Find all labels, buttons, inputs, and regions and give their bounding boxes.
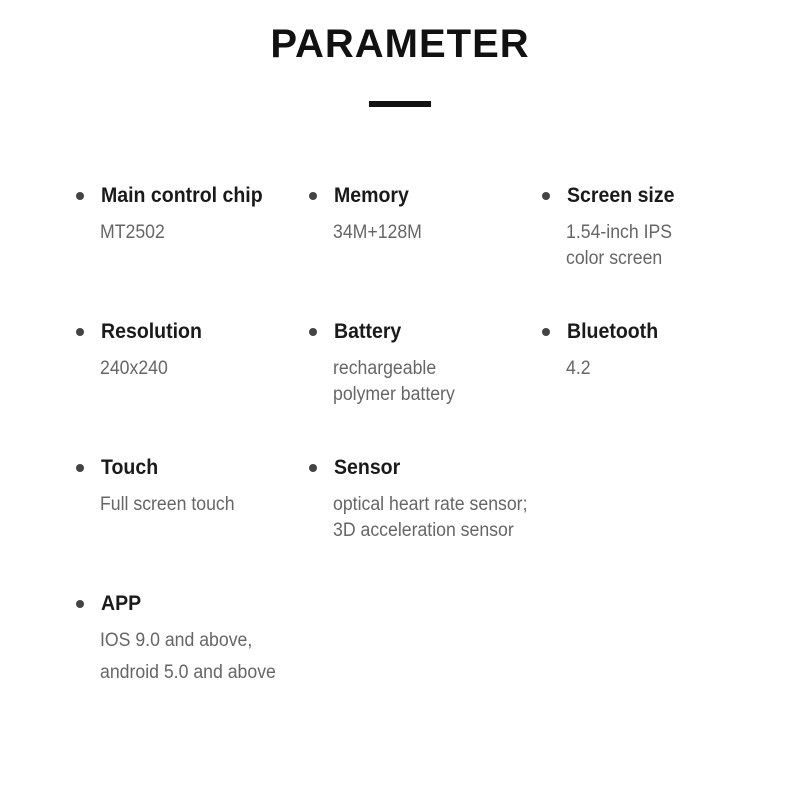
title-underline xyxy=(369,101,431,107)
spec-label: Sensor xyxy=(334,456,401,479)
bullet-icon xyxy=(542,192,550,200)
spec-value: 240x240 xyxy=(100,358,168,379)
bullet-icon xyxy=(309,328,317,336)
spec-value: 34M+128M xyxy=(333,222,422,243)
spec-label: Resolution xyxy=(101,320,202,343)
spec-value: MT2502 xyxy=(100,222,165,243)
bullet-icon xyxy=(542,328,550,336)
spec-label: Screen size xyxy=(567,184,675,207)
page-title: PARAMETER xyxy=(270,22,530,66)
spec-label: Main control chip xyxy=(101,184,263,207)
spec-value: optical heart rate sensor; 3D acceleration sensor xyxy=(333,494,528,541)
spec-label: Bluetooth xyxy=(567,320,659,343)
bullet-icon xyxy=(76,328,84,336)
spec-value: 4.2 xyxy=(566,358,591,379)
spec-label: Battery xyxy=(334,320,402,343)
spec-label: APP xyxy=(101,592,142,615)
bullet-icon xyxy=(309,192,317,200)
bullet-icon xyxy=(76,600,84,608)
spec-value: 1.54-inch IPS color screen xyxy=(566,222,673,269)
bullet-icon xyxy=(309,464,317,472)
spec-label: Touch xyxy=(101,456,159,479)
bullet-icon xyxy=(76,464,84,472)
spec-value: IOS 9.0 and above, android 5.0 and above xyxy=(100,630,276,683)
spec-value: Full screen touch xyxy=(100,494,235,515)
spec-label: Memory xyxy=(334,184,409,207)
spec-value: rechargeable polymer battery xyxy=(333,358,455,405)
bullet-icon xyxy=(76,192,84,200)
